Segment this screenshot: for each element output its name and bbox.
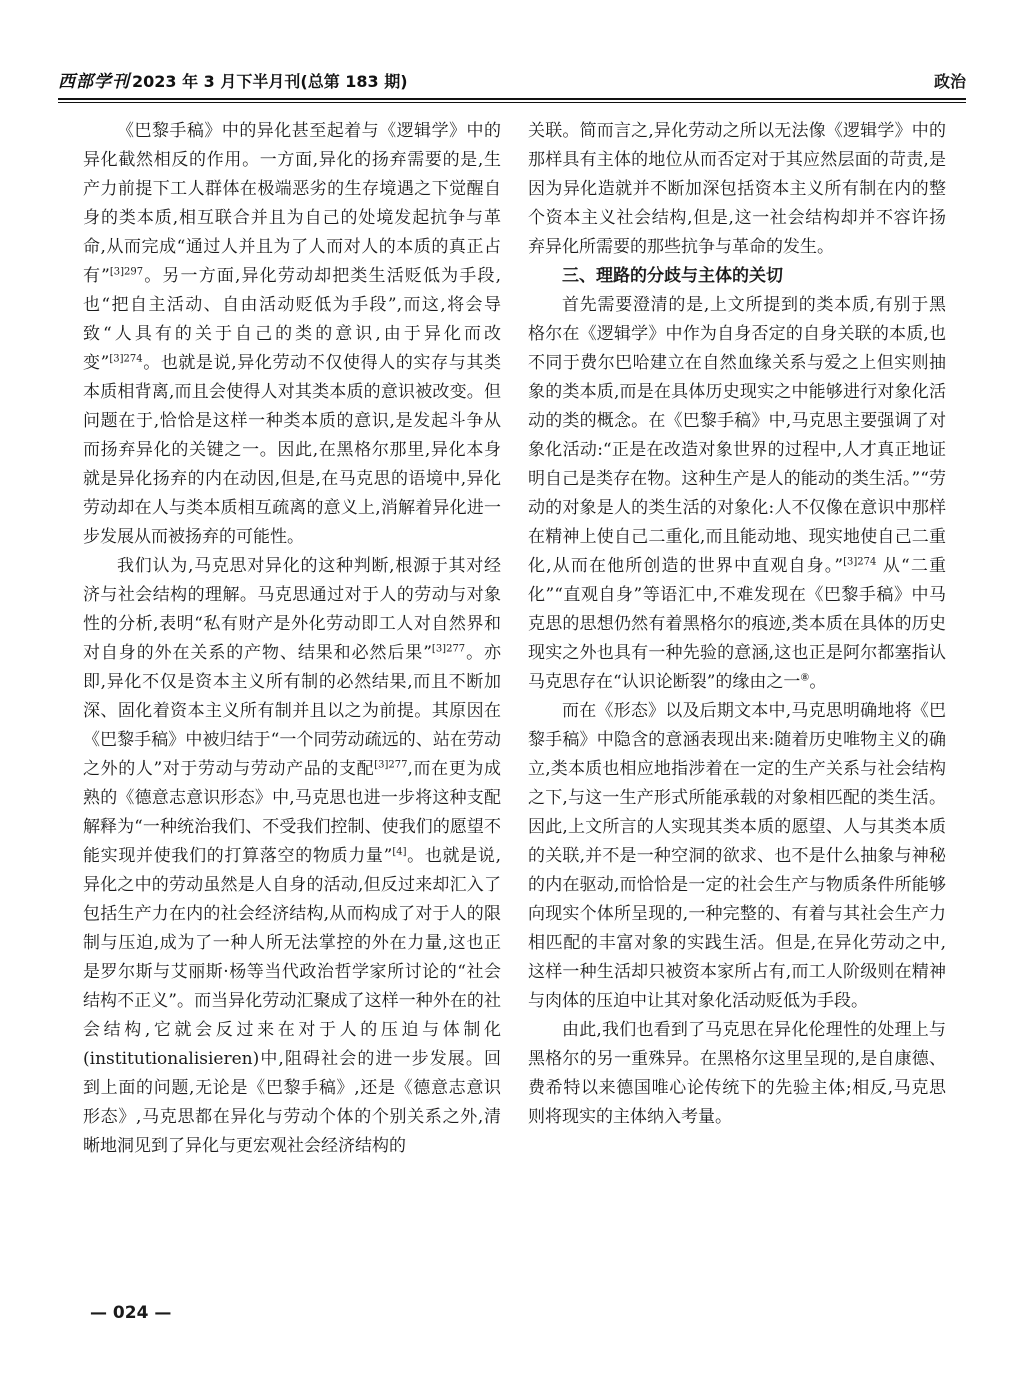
section-label: 政治 — [933, 72, 966, 91]
paragraph — [528, 291, 946, 697]
paragraph — [528, 117, 946, 262]
paragraph-text: 。 — [809, 672, 827, 692]
paragraph-text: 。也就是说,异化劳动不仅使得人的实存与其类本质相背离,而且会使得人对其类本质的意识被改变。但问题在于,恰恰是这样一种类本质的意识,是发起斗争从而扬弃异化的关键之一。因此,在黑格尔那里,异化本身就是异化扬弃的内在动因,但是,在马克思的语境中,异化劳动却在人与类本质相互疏离的意义上,消解着异化进一步发展从而被扬弃的可能性。 — [83, 353, 501, 547]
paragraph-text: 。另一方面,异化劳动却把类生活贬低为手段,也“把自主活动、自由活动贬低为手段”,而这,将会导致“人具有的关于自己的类的意识,由于异化而改变” — [83, 266, 501, 373]
citation-marker: [3]297 — [109, 266, 144, 278]
paragraph-text: 。亦即,异化不仅是资本主义所有制的必然结果,而且不断加深、固化着资本主义所有制并且以之为前提。其原因在《巴黎手稿》中被归结于“一个同劳动疏远的、站在劳动之外的人”对于劳动与劳动产品的支配 — [83, 643, 501, 779]
paragraph-text: 我们认为,马克思对异化的这种判断,根源于其对经济与社会结构的理解。马克思通过对于人的劳动与对象性的分析,表明“私有财产是外化劳动即工人对自然界和对自身的外在关系的产物、结果和必然后果” — [83, 556, 501, 663]
citation-marker: [3]274 — [109, 353, 143, 365]
paragraph — [528, 697, 946, 1016]
citation-marker: [3]277 — [374, 759, 408, 771]
paragraph-text: 而在《形态》以及后期文本中,马克思明确地将《巴黎手稿》中隐含的意涵表现出来:随着历史唯物主义的确立,类本质也相应地指涉着在一定的生产关系与社会结构之下,与这一生产形式所能承载的对象相匹配的类生活。因此,上文所言的人实现其类本质的愿望、人与其类本质的关联,并不是一种空洞的欲求、也不是什么抽象与神秘的内在驱动,而恰恰是一定的社会生产与物质条件所能够向现实个体所呈现的,一种完整的、有着与其社会生产力相匹配的丰富对象的实践生活。但是,在异化劳动之中,这样一种生活却只被资本家所占有,而工人阶级则在精神与肉体的压迫中让其对象化活动贬低为手段。 — [528, 701, 946, 1011]
paragraph-text: 。也就是说,异化之中的劳动虽然是人自身的活动,但反过来却汇入了包括生产力在内的社会经济结构,从而构成了对于人的限制与压迫,成为了一种人所无法掌控的外在力量,这也正是罗尔斯与艾丽斯·杨等当代政治哲学家所讨论的“社会结构不正义”。而当异化劳动汇聚成了这样一种外在的社会结构,它就会反过来在对于人的压迫与体制化(institutionalisieren)中,阻碍社会的进一步发展。回到上面的问题,无论是《巴黎手稿》,还是《德意志意识形态》,马克思都在异化与劳动个体的个别关系之外,清晰地洞见到了异化与更宏观社会经济结构的 — [83, 846, 501, 1156]
paragraph — [83, 117, 501, 552]
journal-info — [58, 67, 408, 92]
page-header — [58, 62, 966, 102]
header-rule — [58, 98, 966, 100]
citation-marker: ⑧ — [800, 672, 810, 684]
section-heading: 三、理路的分歧与主体的关切 — [562, 266, 783, 286]
header-rule-thin — [58, 102, 966, 103]
issue-label: 2023 年 3 月下半月刊(总第 183 期) — [132, 72, 408, 91]
page-number: — 024 — — [90, 1303, 172, 1323]
left-column — [83, 117, 501, 1161]
right-column — [528, 117, 946, 1132]
citation-marker: [3]277 — [431, 643, 466, 655]
paragraph-text: 首先需要澄清的是,上文所提到的类本质,有别于黑格尔在《逻辑学》中作为自身否定的自身关联的本质,也不同于费尔巴哈建立在自然血缘关系与爱之上但实则抽象的类本质,而是在具体历史现实之中能够进行对象化活动的类的概念。在《巴黎手稿》中,马克思主要强调了对象化活动:“正是在改造对象世界的过程中,人才真正地证明自己是类存在物。这种生产是人的能动的类生活。”“劳动的对象是人的类生活的对象化:人不仅像在意识中那样在精神上使自己二重化,而且能动地、现实地使自己二重化,从而在他所创造的世界中直观自身。” — [528, 295, 946, 576]
paragraph-text: 由此,我们也看到了马克思在异化伦理性的处理上与黑格尔的另一重殊异。在黑格尔这里呈现的,是自康德、费希特以来德国唯心论传统下的先验主体;相反,马克思则将现实的主体纳入考量。 — [528, 1020, 946, 1127]
paragraph — [83, 552, 501, 1161]
paragraph-text: 《巴黎手稿》中的异化甚至起着与《逻辑学》中的异化截然相反的作用。一方面,异化的扬弃需要的是,生产力前提下工人群体在极端恶劣的生存境遇之下觉醒自身的类本质,相互联合并且为自己的处境发起抗争与革命,从而完成“通过人并且为了人而对人的本质的真正占有” — [83, 121, 501, 286]
paragraph-text: ,而在更为成熟的《德意志意识形态》中,马克思也进一步将这种支配解释为“一种统治我们、不受我们控制、使我们的愿望不能实现并使我们的打算落空的物质力量” — [83, 759, 501, 866]
paragraph — [528, 1016, 946, 1132]
paragraph-text: 关联。简而言之,异化劳动之所以无法像《逻辑学》中的那样具有主体的地位从而否定对于其应然层面的苛责,是因为异化造就并不断加深包括资本主义所有制在内的整个资本主义社会结构,但是,这一社会结构却并不容许扬弃异化所需要的那些抗争与革命的发生。 — [528, 121, 946, 257]
citation-marker: [4] — [392, 846, 407, 858]
journal-logo: 西部学刊 — [58, 72, 130, 92]
citation-marker: [3]274 — [843, 556, 877, 568]
paragraph-text: 从“二重化”“直观自身”等语汇中,不难发现在《巴黎手稿》中马克思的思想仍然有着黑格尔的痕迹,类本质在具体的历史现实之外也具有一种先验的意涵,这也正是阿尔都塞指认马克思存在“认识论断裂”的缘由之一 — [528, 556, 946, 692]
